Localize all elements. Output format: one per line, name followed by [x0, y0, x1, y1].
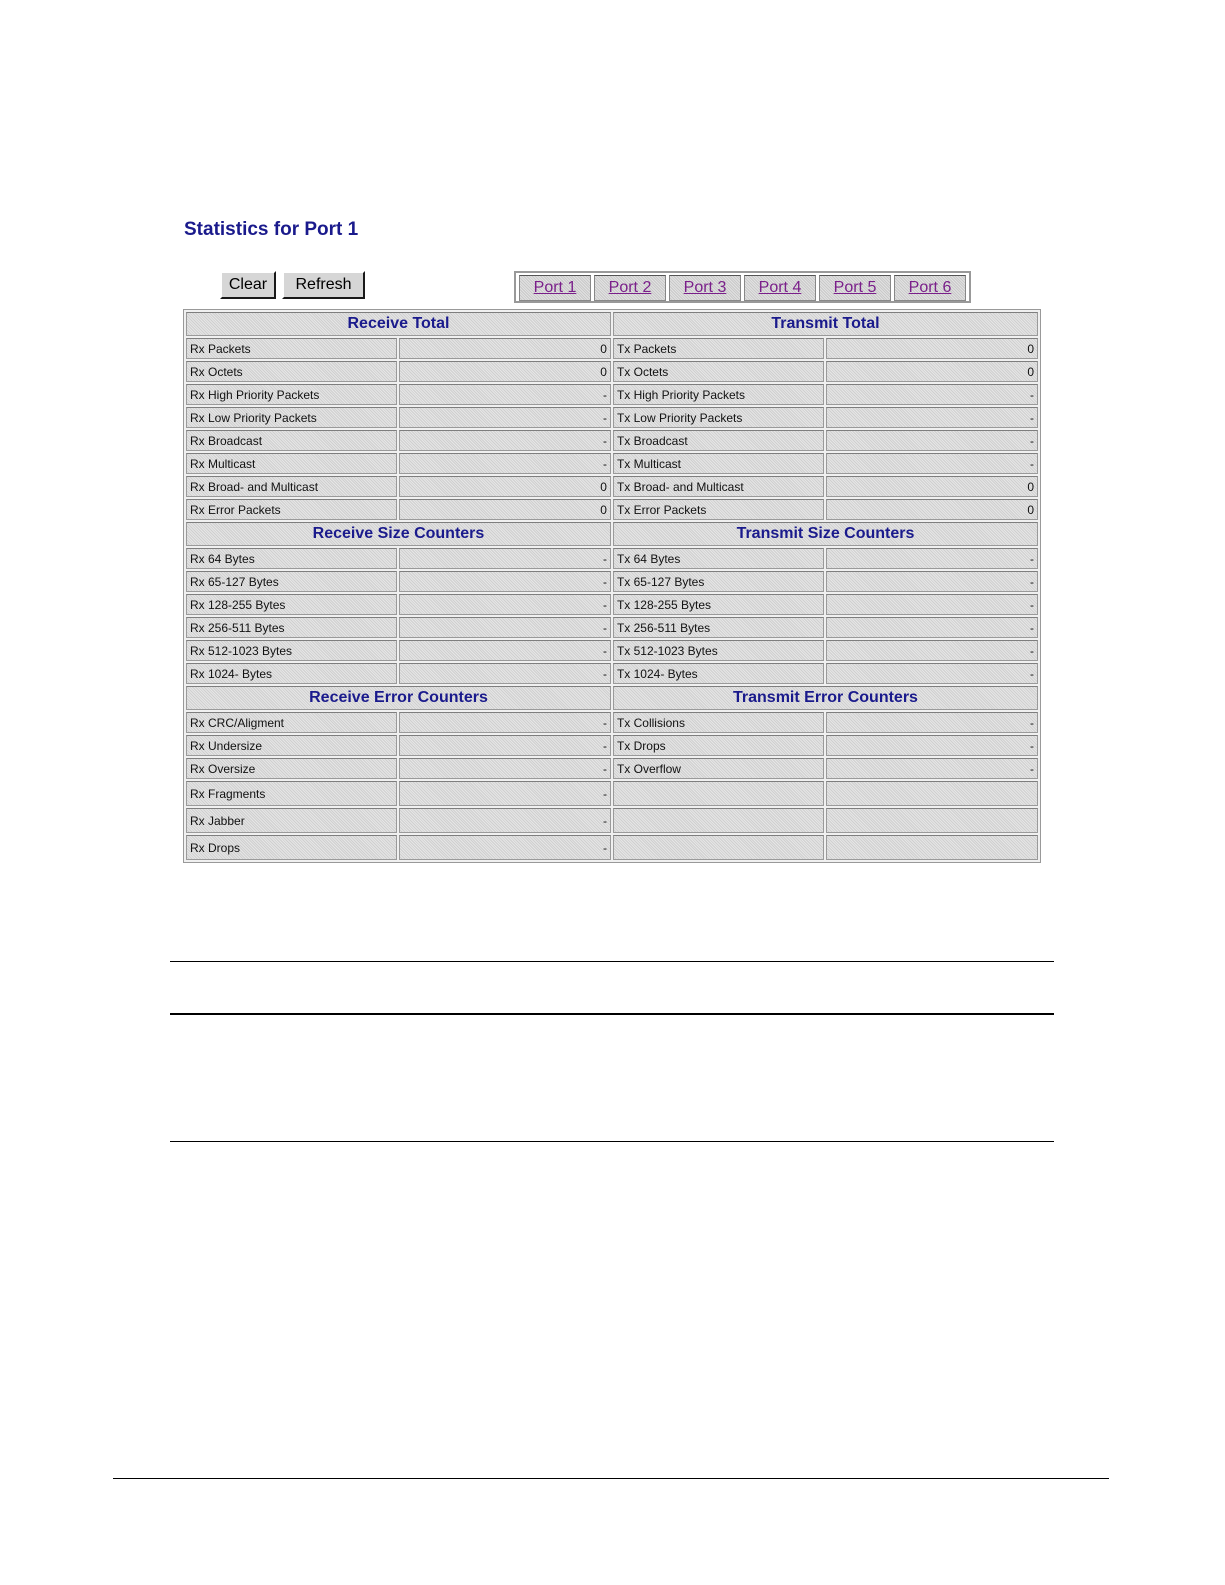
table-row [186, 384, 1038, 405]
tx-label: Tx Octets [613, 361, 824, 382]
tx-value: - [826, 548, 1038, 569]
table-row [186, 361, 1038, 382]
table-row [186, 617, 1038, 638]
rx-value: - [399, 430, 610, 451]
rx-label: Rx Oversize [186, 758, 397, 779]
transmit-section-header: Transmit Total [613, 312, 1038, 336]
transmit-section-header: Transmit Error Counters [613, 686, 1038, 710]
rx-label: Rx 64 Bytes [186, 548, 397, 569]
rx-label: Rx 128-255 Bytes [186, 594, 397, 615]
table-row [186, 781, 1038, 806]
rx-label: Rx Fragments [186, 781, 397, 806]
rx-label: Rx Error Packets [186, 499, 397, 520]
rx-label: Rx High Priority Packets [186, 384, 397, 405]
tx-value: - [826, 430, 1038, 451]
port-link[interactable]: Port 1 [533, 279, 577, 296]
table-row [186, 430, 1038, 451]
tx-value: - [826, 758, 1038, 779]
table-row [186, 712, 1038, 733]
rx-value: - [399, 808, 610, 833]
rx-label: Rx 256-511 Bytes [186, 617, 397, 638]
tx-label: Tx High Priority Packets [613, 384, 824, 405]
tx-value: - [826, 384, 1038, 405]
receive-section-header: Receive Total [186, 312, 611, 336]
rx-label: Rx 512-1023 Bytes [186, 640, 397, 661]
rx-value: - [399, 735, 610, 756]
rx-value: - [399, 594, 610, 615]
port-tab-bar [514, 271, 971, 303]
footer-divider [113, 1478, 1109, 1479]
rx-label: Rx Broadcast [186, 430, 397, 451]
tx-label: Tx Error Packets [613, 499, 824, 520]
port-link[interactable]: Port 3 [683, 279, 727, 296]
rx-label: Rx Undersize [186, 735, 397, 756]
table-row [186, 835, 1038, 860]
receive-section-header: Receive Size Counters [186, 522, 611, 546]
tx-label: Tx Overflow [613, 758, 824, 779]
rx-label: Rx Broad- and Multicast [186, 476, 397, 497]
divider [170, 1141, 1054, 1142]
table-row [186, 571, 1038, 592]
rx-value: - [399, 712, 610, 733]
tx-label [613, 808, 824, 833]
rx-value: 0 [399, 476, 610, 497]
tx-label: Tx 64 Bytes [613, 548, 824, 569]
tx-value [826, 781, 1038, 806]
rx-value: - [399, 384, 610, 405]
tx-value: 0 [826, 499, 1038, 520]
rx-value: 0 [399, 499, 610, 520]
tx-value: - [826, 453, 1038, 474]
rx-label: Rx 1024- Bytes [186, 663, 397, 684]
tx-label: Tx 65-127 Bytes [613, 571, 824, 592]
table-row [186, 338, 1038, 359]
rx-value: - [399, 548, 610, 569]
tx-label [613, 781, 824, 806]
rx-value: - [399, 453, 610, 474]
tx-label: Tx Broadcast [613, 430, 824, 451]
tx-label: Tx Packets [613, 338, 824, 359]
port-link[interactable]: Port 6 [908, 279, 952, 296]
tx-value: - [826, 712, 1038, 733]
tx-label: Tx Collisions [613, 712, 824, 733]
rx-label: Rx 65-127 Bytes [186, 571, 397, 592]
tab-port-3[interactable] [669, 275, 741, 301]
tx-value: 0 [826, 476, 1038, 497]
rx-value: - [399, 407, 610, 428]
tx-value: 0 [826, 338, 1038, 359]
table-row [186, 499, 1038, 520]
divider [170, 1013, 1054, 1015]
table-row [186, 476, 1038, 497]
receive-section-header: Receive Error Counters [186, 686, 611, 710]
tx-label: Tx Low Priority Packets [613, 407, 824, 428]
tab-port-2[interactable] [594, 275, 666, 301]
tx-label: Tx Broad- and Multicast [613, 476, 824, 497]
tx-value: - [826, 594, 1038, 615]
table-row [186, 808, 1038, 833]
tx-value: - [826, 663, 1038, 684]
tx-value: - [826, 571, 1038, 592]
tx-value: 0 [826, 361, 1038, 382]
tab-port-1[interactable] [519, 275, 591, 301]
tx-label: Tx Drops [613, 735, 824, 756]
tab-port-6[interactable] [894, 275, 966, 301]
table-row [186, 453, 1038, 474]
rx-label: Rx Jabber [186, 808, 397, 833]
table-row [186, 407, 1038, 428]
tx-value: - [826, 407, 1038, 428]
tx-value [826, 835, 1038, 860]
transmit-section-header: Transmit Size Counters [613, 522, 1038, 546]
table-row [186, 594, 1038, 615]
rx-value: - [399, 835, 610, 860]
tx-value [826, 808, 1038, 833]
tx-value: - [826, 617, 1038, 638]
section-header-row [186, 522, 1038, 546]
rx-value: - [399, 640, 610, 661]
rx-value: - [399, 758, 610, 779]
tx-label: Tx 512-1023 Bytes [613, 640, 824, 661]
rx-label: Rx CRC/Aligment [186, 712, 397, 733]
page-title: Statistics for Port 1 [184, 219, 359, 240]
tx-label [613, 835, 824, 860]
section-header-row [186, 312, 1038, 336]
tab-port-5[interactable] [819, 275, 891, 301]
port-link[interactable]: Port 2 [608, 279, 652, 296]
rx-value: - [399, 663, 610, 684]
tx-label: Tx 1024- Bytes [613, 663, 824, 684]
port-link[interactable]: Port 5 [833, 279, 877, 296]
tx-label: Tx 256-511 Bytes [613, 617, 824, 638]
table-row [186, 548, 1038, 569]
port-link[interactable]: Port 4 [758, 279, 802, 296]
rx-label: Rx Multicast [186, 453, 397, 474]
table-row [186, 735, 1038, 756]
rx-value: 0 [399, 361, 610, 382]
tx-label: Tx Multicast [613, 453, 824, 474]
table-row [186, 663, 1038, 684]
table-row [186, 640, 1038, 661]
divider [170, 961, 1054, 962]
rx-value: - [399, 617, 610, 638]
refresh-button[interactable]: Refresh [282, 271, 365, 299]
rx-label: Rx Octets [186, 361, 397, 382]
rx-value: 0 [399, 338, 610, 359]
section-header-row [186, 686, 1038, 710]
table-row [186, 758, 1038, 779]
rx-value: - [399, 781, 610, 806]
rx-label: Rx Drops [186, 835, 397, 860]
statistics-table [183, 309, 1041, 863]
rx-value: - [399, 571, 610, 592]
tx-value: - [826, 735, 1038, 756]
clear-button[interactable]: Clear [220, 271, 276, 299]
tx-value: - [826, 640, 1038, 661]
tab-port-4[interactable] [744, 275, 816, 301]
rx-label: Rx Low Priority Packets [186, 407, 397, 428]
tx-label: Tx 128-255 Bytes [613, 594, 824, 615]
rx-label: Rx Packets [186, 338, 397, 359]
